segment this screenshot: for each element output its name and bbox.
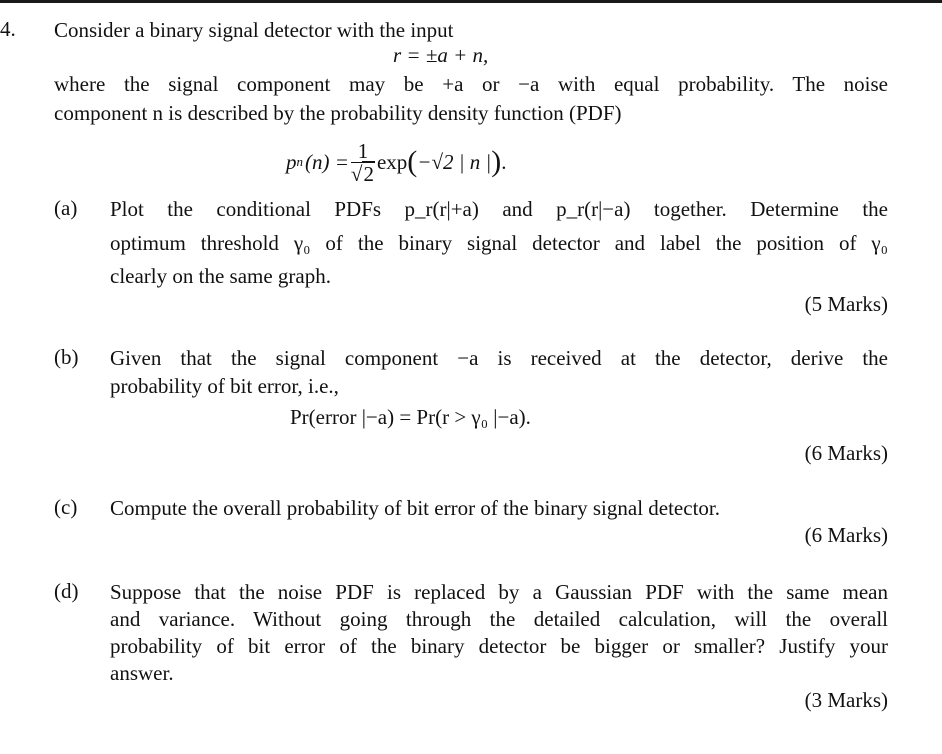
input-equation: r = ±a + n,: [393, 43, 489, 67]
pdf-fraction-denominator: √2: [350, 161, 374, 186]
part-b-line-2: probability of bit error, i.e.,: [110, 374, 339, 398]
pdf-exp-inner: −√2 | n |: [417, 149, 492, 174]
part-d-line-2: and variance. Without going through the detailed calculation, will the overall: [110, 607, 888, 631]
pdf-fraction-numerator: 1: [351, 140, 375, 163]
intro-line-3: component n is described by the probability density function (PDF): [54, 101, 622, 125]
part-a-line-1: Plot the conditional PDFs p_r(r|+a) and p_r(r|−a) together. Determine the: [110, 197, 888, 221]
part-d-label: (d): [54, 579, 79, 603]
part-a-label: (a): [54, 196, 78, 220]
part-a-line-3: clearly on the same graph.: [110, 264, 331, 288]
pdf-lhs: p: [286, 149, 297, 174]
top-rule: [0, 0, 942, 3]
part-c-line-1: Compute the overall probability of bit error of the binary signal detector.: [110, 496, 720, 520]
open-paren: (: [407, 145, 418, 178]
part-a-marks: (5 Marks): [804, 292, 888, 316]
pdf-equation: p n (n) = $\frac{1}{√2}$ exp ( −√2 | n | ) .: [286, 138, 507, 186]
intro-line-2: where the signal component may be +a or −a with equal probability. The noise: [54, 72, 888, 96]
part-d-line-4: answer.: [110, 661, 174, 685]
part-b-label: (b): [54, 345, 79, 369]
part-a-line-2: optimum threshold γ₀ of the binary signal detector and label the position of γ₀: [110, 231, 888, 255]
sqrt-radicand: 2: [363, 161, 374, 186]
close-paren: ): [491, 145, 502, 178]
part-b-equation: Pr(error |−a) = Pr(r > γ₀ |−a).: [290, 405, 531, 429]
pdf-arg: (n) =: [305, 149, 349, 174]
pdf-tail: .: [501, 149, 507, 174]
part-d-line-1: Suppose that the noise PDF is replaced by a Gaussian PDF with the same mean: [110, 580, 888, 604]
part-d-line-3: probability of bit error of the binary detector be bigger or smaller? Justify your: [110, 634, 888, 658]
part-b-line-1: Given that the signal component −a is received at the detector, derive the: [110, 346, 888, 370]
pdf-fraction: [351, 140, 375, 185]
pdf-exp: exp: [376, 149, 408, 174]
part-c-marks: (6 Marks): [804, 523, 888, 547]
part-b-marks: (6 Marks): [804, 441, 888, 465]
part-c-label: (c): [54, 495, 78, 519]
part-d-marks: (3 Marks): [804, 688, 888, 712]
question-number: 4.: [0, 17, 16, 41]
intro-line-1: Consider a binary signal detector with the input: [54, 18, 454, 42]
